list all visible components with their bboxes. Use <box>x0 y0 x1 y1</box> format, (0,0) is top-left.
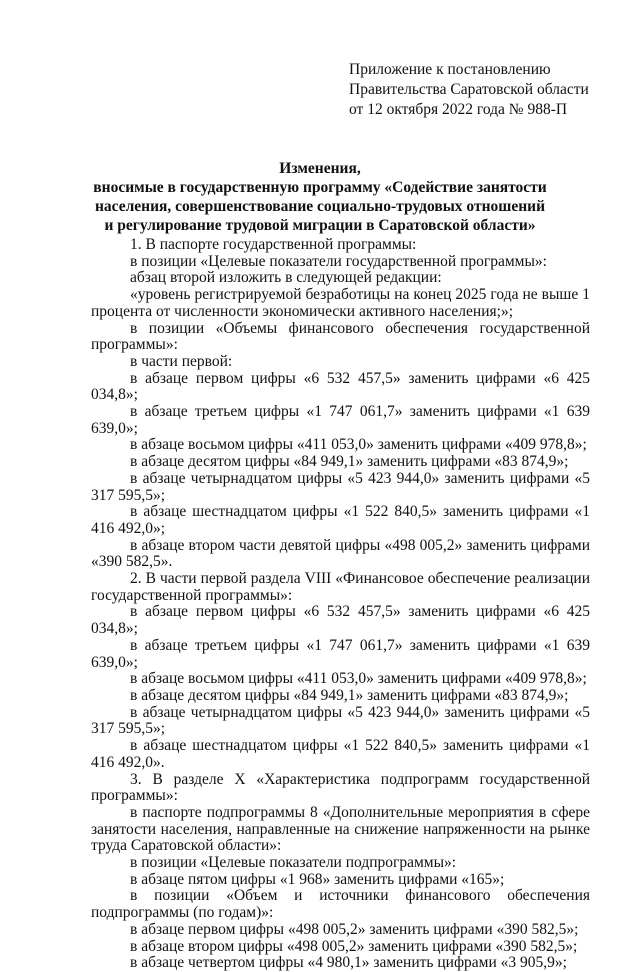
paragraph: 2. В части первой раздела VIII «Финансовое обеспечение реализации государственной программы»: <box>91 570 590 604</box>
paragraph: в абзаце десятом цифры «84 949,1» заменить цифрами «83 874,9»; <box>130 453 569 471</box>
paragraph: в абзаце втором части девятой цифры «498 005,2» заменить цифрами «390 582,5». <box>91 536 590 571</box>
paragraph: в абзаце втором цифры «498 005,2» заменить цифрами «390 582,5»; <box>130 937 578 955</box>
paragraph: в абзаце пятом цифры «1 968» заменить цифрами «165»; <box>130 870 505 888</box>
paragraph: в абзаце шестнадцатом цифры «1 522 840,5» заменить цифрами «1 416 492,0». <box>91 737 590 771</box>
title-line: вносимые в государственную программу «Содействие занятости <box>93 179 547 196</box>
paragraph: в абзаце шестнадцатом цифры «1 522 840,5» заменить цифрами «1 416 492,0»; <box>91 503 590 537</box>
paragraph: в абзаце третьем цифры «1 747 061,7» заменить цифрами «1 639 639,0»; <box>91 403 590 437</box>
title-line: Изменения, <box>279 160 361 177</box>
annex-line: Приложение к постановлению <box>349 61 551 78</box>
annex-note <box>349 60 589 120</box>
paragraph: в позиции «Целевые показатели подпрограммы»: <box>130 854 457 872</box>
paragraph: в абзаце первом цифры «6 532 457,5» заменить цифрами «6 425 034,8»; <box>91 603 590 638</box>
paragraph: «уровень регистрируемой безработицы на конец 2025 года не выше 1 процента от численности экономически активного населения;»; <box>91 286 590 320</box>
paragraph: в абзаце четырнадцатом цифры «5 423 944,0» заменить цифрами «5 317 595,5»; <box>91 469 590 504</box>
paragraph: абзац второй изложить в следующей редакции: <box>130 269 442 287</box>
title-line: и регулирование трудовой миграции в Саратовской области» <box>104 217 536 234</box>
paragraph: в абзаце четырнадцатом цифры «5 423 944,0» заменить цифрами «5 317 595,5»; <box>91 703 590 738</box>
title-line: населения, совершенствование социально-трудовых отношений <box>94 198 546 215</box>
document-title <box>80 159 560 235</box>
paragraph: в абзаце четвертом цифры «4 980,1» заменить цифрами «3 905,9»; <box>130 954 567 972</box>
paragraph: в абзаце десятом цифры «84 949,1» заменить цифрами «83 874,9»; <box>130 686 569 704</box>
paragraph: в части первой: <box>130 352 233 370</box>
annex-line: от 12 октября 2022 года № 988-П <box>349 101 568 118</box>
paragraph: в абзаце восьмом цифры «411 053,0» заменить цифрами «409 978,8»; <box>130 436 587 454</box>
paragraph: в позиции «Объемы финансового обеспечения государственной программы»: <box>91 319 590 354</box>
paragraph: в абзаце первом цифры «498 005,2» заменить цифрами «390 582,5»; <box>130 920 579 938</box>
paragraph: в паспорте подпрограммы 8 «Дополнительные мероприятия в сфере занятости населения, направленные на снижение напряженности на рынке труда Саратовской области»: <box>91 803 590 855</box>
paragraph: 3. В разделе X «Характеристика подпрограмм государственной программы»: <box>91 770 590 805</box>
paragraph: в абзаце третьем цифры «1 747 061,7» заменить цифрами «1 639 639,0»; <box>91 636 590 671</box>
annex-line: Правительства Саратовской области <box>349 81 589 98</box>
paragraph: в позиции «Целевые показатели государственной программы»: <box>130 252 547 270</box>
document-body <box>91 237 590 972</box>
paragraph: в абзаце восьмом цифры «411 053,0» заменить цифрами «409 978,8»; <box>130 670 587 688</box>
paragraph: 1. В паспорте государственной программы: <box>130 236 417 253</box>
paragraph: в позиции «Объем и источники финансового обеспечения подпрограммы (по годам)»: <box>91 887 590 922</box>
paragraph: в абзаце первом цифры «6 532 457,5» заменить цифрами «6 425 034,8»; <box>91 369 590 404</box>
